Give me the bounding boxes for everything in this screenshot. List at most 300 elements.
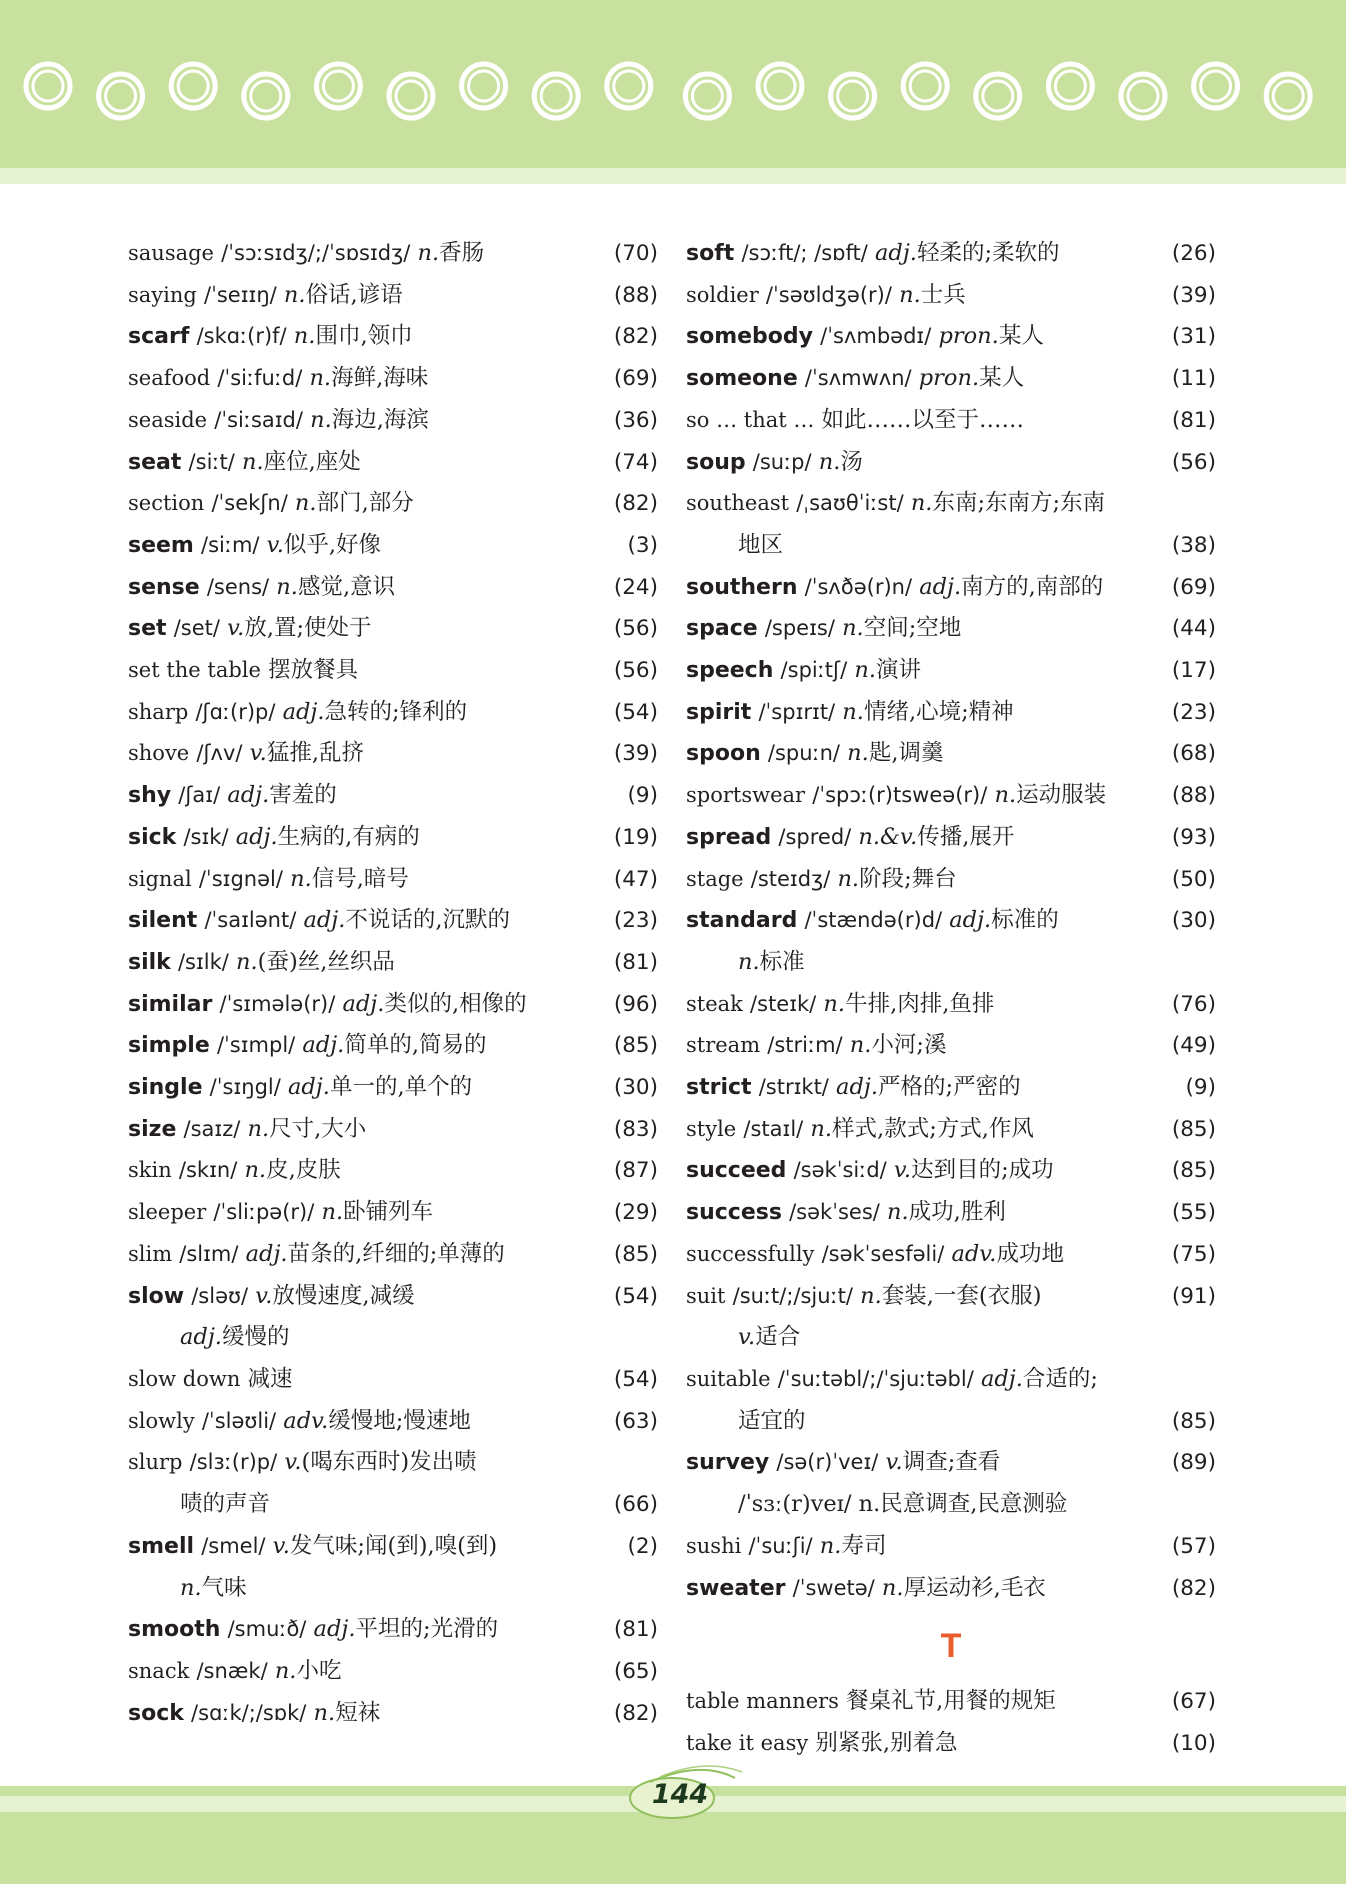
entry-text — [128, 692, 467, 734]
entry-part-of-speech: n. — [842, 698, 864, 725]
entry-headword: take it easy — [686, 1730, 809, 1755]
entry-phonetic: /ʃɑː(r)p/ — [195, 699, 276, 724]
entry-page-ref: (39) — [613, 741, 658, 767]
entry-definition: 摆放餐具 — [268, 657, 359, 684]
entry-part-of-speech: n. — [849, 1032, 872, 1059]
entry-phonetic: /ˈseɪɪŋ/ — [204, 282, 277, 307]
entry-headword: slurp — [128, 1450, 183, 1475]
glossary-entry — [686, 775, 1216, 817]
entry-continuation-definition: 地区 — [738, 531, 784, 558]
entry-line — [686, 483, 1216, 525]
glossary-entry — [686, 608, 1216, 650]
entry-page-ref: (56) — [1171, 449, 1216, 475]
glossary-entry — [686, 1359, 1216, 1442]
entry-continuation-pos: n. — [180, 1574, 202, 1601]
glossary-entry — [128, 1025, 658, 1067]
entry-definition: 座位,座处 — [263, 448, 361, 475]
entry-part-of-speech: n. — [899, 281, 921, 308]
entry-headword: succeed — [686, 1158, 787, 1184]
entry-text — [686, 775, 1106, 817]
glossary-entry — [128, 400, 658, 442]
entry-phonetic: /set/ — [173, 616, 220, 641]
entry-continuation-text — [180, 1317, 289, 1359]
entry-definition: 尺寸,大小 — [269, 1115, 367, 1142]
entry-headword: simple — [128, 1033, 210, 1059]
entry-text — [128, 817, 420, 859]
entry-line — [128, 775, 658, 817]
entry-definition: 阶段;舞台 — [859, 865, 957, 892]
entry-text — [686, 400, 1024, 442]
entry-part-of-speech: n. — [276, 573, 298, 600]
entry-page-ref: (67) — [1171, 1689, 1216, 1715]
entry-phonetic: /skɑː(r)f/ — [196, 324, 287, 349]
ring-icon — [903, 64, 947, 108]
entry-page-ref: (96) — [613, 991, 658, 1017]
entry-part-of-speech: n. — [910, 490, 933, 517]
entry-headword: sausage — [128, 241, 214, 265]
entry-phonetic: /smuːð/ — [227, 1617, 307, 1642]
entry-headword: suit — [686, 1283, 726, 1308]
entry-line — [686, 442, 1216, 484]
glossary-entry — [686, 1067, 1216, 1109]
entry-headword: set the table — [128, 658, 261, 683]
entry-page-ref: (30) — [1171, 908, 1216, 934]
entry-part-of-speech: adj. — [287, 1074, 330, 1101]
ring-icon — [1048, 64, 1092, 108]
entry-headword: slow down — [128, 1366, 241, 1391]
entry-headword: standard — [686, 908, 798, 934]
ring-icon — [99, 74, 143, 118]
entry-text — [686, 1067, 1021, 1109]
entry-phonetic: /ˈsuːʃi/ — [748, 1533, 813, 1558]
glossary-entry — [686, 984, 1216, 1026]
glossary-entry — [686, 233, 1216, 275]
entry-definition: 成功地 — [996, 1240, 1064, 1267]
entry-headword: sleeper — [128, 1200, 207, 1225]
entry-continuation-definition: 缓慢的 — [221, 1324, 290, 1351]
entry-text — [128, 1651, 341, 1693]
entry-headword: so … that … — [686, 407, 815, 432]
entry-definition: 缓慢地;慢速地 — [328, 1407, 471, 1434]
glossary-entry — [686, 1234, 1216, 1276]
glossary-entry — [128, 984, 658, 1026]
ring-icon — [831, 74, 875, 118]
entry-headword: similar — [128, 991, 213, 1017]
entry-definition: 不说话的,沉默的 — [345, 907, 511, 934]
glossary-entry — [128, 1067, 658, 1109]
entry-definition: 汤 — [840, 448, 863, 475]
entry-phonetic: /suːp/ — [752, 449, 812, 474]
entry-definition: 生病的,有病的 — [277, 823, 420, 850]
entry-line — [686, 733, 1216, 775]
glossary-entry — [128, 1693, 658, 1735]
entry-phonetic: /steɪdʒ/ — [750, 866, 831, 891]
entry-definition: 香肠 — [439, 240, 485, 266]
entry-definition: 调查;查看 — [902, 1449, 1001, 1476]
entry-phonetic: /slɜː(r)p/ — [189, 1450, 278, 1475]
entry-part-of-speech: adj. — [227, 782, 270, 809]
entry-continuation-text — [738, 1484, 1067, 1526]
entry-part-of-speech: n. — [881, 1574, 904, 1601]
glossary-entry — [128, 817, 658, 859]
entry-definition: 皮,皮肤 — [266, 1157, 341, 1184]
entry-definition: 信号,暗号 — [311, 865, 409, 892]
entry-definition: 某人 — [979, 365, 1025, 392]
entry-continuation-definition: 气味 — [201, 1574, 247, 1601]
entry-part-of-speech: n. — [823, 990, 846, 1017]
entry-definition: 似乎,好像 — [283, 531, 382, 558]
entry-part-of-speech: n.&v. — [858, 823, 918, 850]
entry-text — [686, 233, 1060, 275]
entry-part-of-speech: v. — [266, 531, 284, 558]
entry-text — [128, 1025, 487, 1067]
entry-headword: soft — [686, 241, 735, 266]
entry-headword: space — [686, 616, 758, 642]
entry-line — [128, 567, 658, 609]
ring-icon — [685, 74, 729, 118]
entry-line — [128, 1067, 658, 1109]
entry-headword: stage — [686, 866, 744, 891]
entry-line — [128, 1192, 658, 1234]
entry-text — [128, 1401, 471, 1443]
entry-continuation-text — [738, 1401, 806, 1443]
entry-page-ref: (82) — [1171, 1575, 1216, 1601]
entry-phonetic: /ˈsəʊldʒə(r)/ — [765, 282, 892, 307]
entry-headword: skin — [128, 1158, 172, 1183]
entry-line — [686, 316, 1216, 358]
entry-part-of-speech: n. — [819, 1532, 842, 1559]
entry-part-of-speech: v. — [249, 740, 267, 767]
entry-page-ref: (57) — [1171, 1533, 1216, 1559]
entry-text — [686, 1276, 1042, 1318]
entry-definition: 如此……以至于…… — [821, 406, 1025, 433]
entry-headword: silent — [128, 908, 198, 934]
entry-part-of-speech: n. — [241, 448, 264, 475]
glossary-entry — [686, 1109, 1216, 1151]
entry-text — [128, 1150, 341, 1192]
header-stripe — [0, 168, 1346, 184]
entry-phonetic: /striːm/ — [767, 1033, 843, 1058]
entry-definition: 东南;东南方;东南 — [932, 490, 1106, 517]
entry-definition: 简单的,简易的 — [344, 1032, 487, 1059]
entry-page-ref: (89) — [1171, 1450, 1216, 1476]
entry-page-ref: (88) — [1171, 783, 1216, 809]
entry-page-ref: (47) — [613, 866, 658, 892]
entry-part-of-speech: n. — [842, 615, 864, 642]
entry-line — [128, 942, 658, 984]
glossary-entry — [128, 1609, 658, 1651]
glossary-entry — [686, 900, 1216, 983]
entry-headword: seem — [128, 532, 194, 558]
glossary-entry — [128, 900, 658, 942]
entry-phonetic: /sɪk/ — [183, 824, 229, 849]
entry-line — [128, 817, 658, 859]
entry-line — [128, 1276, 658, 1318]
entry-definition: 餐桌礼节,用餐的规矩 — [846, 1688, 1056, 1715]
ring-icon — [1194, 64, 1238, 108]
page-number-badge — [610, 1760, 750, 1830]
entry-phonetic: /ˈspɪrɪt/ — [758, 699, 836, 724]
glossary-entry — [686, 567, 1216, 609]
entry-text — [128, 1693, 380, 1735]
entry-page-ref: (81) — [613, 949, 658, 975]
entry-line — [128, 733, 658, 775]
entry-line — [686, 1723, 1216, 1765]
entry-phonetic: /staɪl/ — [743, 1116, 804, 1141]
entry-headword: saying — [128, 282, 197, 307]
entry-definition: (喝东西时)发出啧 — [301, 1449, 477, 1476]
entry-headword: someone — [686, 366, 798, 392]
entry-headword: somebody — [686, 324, 814, 350]
glossary-entry — [128, 1109, 658, 1151]
entry-continuation-pos: v. — [738, 1324, 756, 1351]
entry-part-of-speech: n. — [860, 1282, 882, 1309]
entry-page-ref: (81) — [613, 1617, 658, 1643]
entry-definition: 感觉,意识 — [297, 573, 396, 600]
entry-definition: 某人 — [998, 323, 1044, 350]
entry-text — [686, 1681, 1056, 1723]
glossary-entry — [128, 1442, 658, 1525]
ring-icon — [171, 64, 215, 108]
entry-headword: set — [128, 616, 167, 642]
entry-text — [128, 608, 372, 650]
entry-phonetic: /ˈswetə/ — [792, 1575, 875, 1600]
entry-page-ref: (74) — [613, 449, 658, 475]
entry-text — [128, 1234, 505, 1276]
entry-definition: 南方的,南部的 — [961, 573, 1104, 600]
entry-line — [128, 1234, 658, 1276]
entry-page-ref: (81) — [1171, 407, 1216, 433]
entry-page-ref: (70) — [613, 241, 658, 266]
entry-definition: 传播,展开 — [917, 823, 1015, 850]
glossary-entry — [686, 483, 1216, 566]
entry-phonetic: /smel/ — [201, 1533, 266, 1558]
glossary-entry — [128, 275, 658, 317]
glossary-entry — [686, 692, 1216, 734]
entry-definition: 情绪,心境;精神 — [863, 698, 1014, 725]
glossary-entry — [128, 525, 658, 567]
entry-text — [686, 650, 921, 692]
entry-page-ref: (50) — [1171, 866, 1216, 892]
entry-definition: 样式,款式;方式,作风 — [832, 1115, 1034, 1142]
entry-part-of-speech: adj. — [302, 1032, 345, 1059]
entry-line — [686, 233, 1216, 275]
glossary-entry — [686, 817, 1216, 859]
entry-page-ref: (68) — [1171, 741, 1216, 767]
glossary-entry — [128, 1651, 658, 1693]
entry-headword: spread — [686, 824, 772, 850]
entry-headword: section — [128, 491, 205, 516]
entry-continuation-text — [180, 1484, 270, 1526]
entry-phonetic: /saɪz/ — [183, 1116, 241, 1141]
entry-definition: 达到目的;成功 — [911, 1157, 1054, 1184]
entry-page-ref: (85) — [613, 1033, 658, 1059]
entry-part-of-speech: adj. — [313, 1616, 356, 1643]
header-ring-decoration — [0, 0, 1346, 168]
entry-line — [686, 1526, 1216, 1568]
entry-text — [128, 1276, 415, 1318]
entry-phonetic: /ˈsiːfuːd/ — [217, 366, 303, 391]
entry-line — [686, 608, 1216, 650]
entry-text — [686, 1234, 1064, 1276]
entry-page-ref: (56) — [613, 616, 658, 642]
entry-part-of-speech: n. — [310, 406, 332, 433]
entry-continuation-page-ref: (66) — [613, 1492, 658, 1518]
glossary-entry — [128, 1401, 658, 1443]
entry-definition: 俗话,谚语 — [305, 281, 403, 308]
entry-headword: snack — [128, 1658, 190, 1683]
glossary-entry — [128, 1276, 658, 1359]
entry-phonetic: /spred/ — [778, 824, 852, 849]
entry-page-ref: (26) — [1171, 241, 1216, 266]
glossary-entry — [686, 650, 1216, 692]
entry-part-of-speech: adj. — [980, 1365, 1023, 1392]
entry-headword: speech — [686, 658, 774, 684]
entry-definition: 卧铺列车 — [343, 1199, 434, 1226]
entry-phonetic: /ˈsiːsaɪd/ — [214, 407, 303, 432]
entry-line — [128, 442, 658, 484]
entry-headword: sharp — [128, 699, 189, 724]
entry-phonetic: /ˌsaʊθˈiːst/ — [796, 491, 904, 516]
ring-icon — [316, 64, 360, 108]
entry-headword: silk — [128, 949, 171, 975]
entry-page-ref: (19) — [613, 824, 658, 850]
entry-line — [128, 608, 658, 650]
entry-text — [128, 233, 484, 275]
entry-text — [686, 1109, 1034, 1151]
entry-line — [686, 900, 1216, 942]
entry-text — [128, 859, 409, 901]
entry-page-ref: (31) — [1171, 324, 1216, 350]
entry-part-of-speech: n. — [887, 1199, 909, 1226]
entry-headword: spirit — [686, 699, 752, 725]
entry-text — [686, 442, 863, 484]
entry-text — [686, 358, 1024, 400]
glossary-entry — [128, 1150, 658, 1192]
entry-continuation-line — [128, 1484, 658, 1526]
entry-line — [128, 650, 658, 692]
entry-part-of-speech: n. — [417, 240, 440, 266]
glossary-entry — [686, 1568, 1216, 1610]
entry-page-ref: (9) — [1185, 1075, 1216, 1101]
glossary-entry — [128, 233, 658, 275]
entry-phonetic: /ˈsləʊli/ — [201, 1408, 277, 1433]
entry-line — [686, 1359, 1216, 1401]
entry-line — [128, 525, 658, 567]
entry-text — [686, 483, 1105, 525]
entry-headword: survey — [686, 1450, 770, 1476]
entry-phonetic: /sɑːk/;/sɒk/ — [191, 1700, 307, 1725]
entry-definition: 寿司 — [841, 1532, 887, 1559]
entry-part-of-speech: adj. — [282, 698, 325, 725]
entry-part-of-speech: adj. — [245, 1240, 288, 1267]
entry-text — [128, 275, 403, 317]
entry-definition: 严格的;严密的 — [878, 1074, 1021, 1101]
entry-line — [686, 984, 1216, 1026]
entry-part-of-speech: v. — [255, 1282, 273, 1309]
entry-continuation-text — [738, 1317, 800, 1359]
entry-definition: 空间;空地 — [863, 615, 962, 642]
entry-line — [686, 1276, 1216, 1318]
entry-page-ref: (83) — [613, 1116, 658, 1142]
entry-definition: 套装,一套(衣服) — [881, 1282, 1042, 1309]
entry-text — [128, 1442, 477, 1484]
entry-headword: slowly — [128, 1408, 195, 1433]
entry-page-ref: (49) — [1171, 1033, 1216, 1059]
entry-text — [128, 1067, 472, 1109]
entry-part-of-speech: adj. — [875, 240, 917, 266]
entry-part-of-speech: n. — [837, 865, 860, 892]
entry-part-of-speech: n. — [818, 448, 841, 475]
entry-definition: 放,置;使处于 — [244, 615, 372, 642]
entry-headword: stream — [686, 1033, 761, 1058]
entry-definition: 士兵 — [920, 281, 966, 308]
entry-continuation-line — [128, 1317, 658, 1359]
entry-headword: shove — [128, 741, 190, 766]
entry-line — [686, 775, 1216, 817]
glossary-entry — [128, 775, 658, 817]
ring-icon — [976, 74, 1020, 118]
entry-headword: smell — [128, 1533, 195, 1559]
entry-definition: 成功,胜利 — [908, 1199, 1006, 1226]
entry-phonetic: /ˈspɔː(r)tsweə(r)/ — [812, 783, 988, 808]
entry-line — [128, 859, 658, 901]
entry-continuation-pos: adj. — [180, 1324, 222, 1351]
glossary-entry — [128, 608, 658, 650]
entry-continuation-definition: /ˈsɜː(r)veɪ/ n.民意调查,民意测验 — [738, 1491, 1068, 1518]
entry-page-ref: (23) — [613, 908, 658, 934]
entry-line — [128, 316, 658, 358]
entry-page-ref: (93) — [1171, 824, 1216, 850]
entry-headword: sock — [128, 1700, 184, 1726]
entry-text — [686, 900, 1059, 942]
page-number: 144 — [651, 1779, 709, 1810]
entry-definition: 演讲 — [875, 657, 921, 684]
glossary-entry — [686, 442, 1216, 484]
entry-text — [128, 942, 395, 984]
section-letter-heading: T — [940, 1627, 962, 1666]
glossary-entry — [686, 358, 1216, 400]
glossary-entry — [686, 1150, 1216, 1192]
entry-phonetic: /sens/ — [206, 574, 270, 599]
entry-continuation-definition: 适合 — [755, 1324, 801, 1351]
entry-page-ref: (82) — [613, 1700, 658, 1726]
entry-part-of-speech: pron. — [918, 365, 980, 392]
entry-phonetic: /siːm/ — [201, 532, 260, 557]
entry-part-of-speech: adj. — [235, 823, 278, 850]
entry-part-of-speech: n. — [247, 1115, 270, 1142]
entry-page-ref: (69) — [1171, 574, 1216, 600]
entry-line — [686, 1192, 1216, 1234]
entry-part-of-speech: n. — [994, 782, 1017, 809]
entry-page-ref: (54) — [613, 699, 658, 725]
glossary-entry — [686, 1681, 1216, 1723]
entry-definition: 平坦的;光滑的 — [355, 1616, 499, 1643]
entry-continuation-line — [686, 942, 1216, 984]
glossary-entry — [686, 859, 1216, 901]
entry-part-of-speech: pron. — [938, 323, 999, 350]
entry-headword: seat — [128, 449, 182, 475]
glossary-entry — [128, 483, 658, 525]
entry-definition: 别紧张,别着急 — [815, 1729, 958, 1756]
entry-page-ref: (2) — [627, 1533, 658, 1559]
entry-definition: 猛推,乱挤 — [266, 740, 364, 767]
entry-line — [686, 358, 1216, 400]
entry-definition: 类似的,相像的 — [384, 990, 527, 1017]
entry-phonetic: /slɪm/ — [179, 1241, 239, 1266]
entry-phonetic: /ˈsɪmpl/ — [216, 1033, 296, 1058]
entry-line — [686, 650, 1216, 692]
